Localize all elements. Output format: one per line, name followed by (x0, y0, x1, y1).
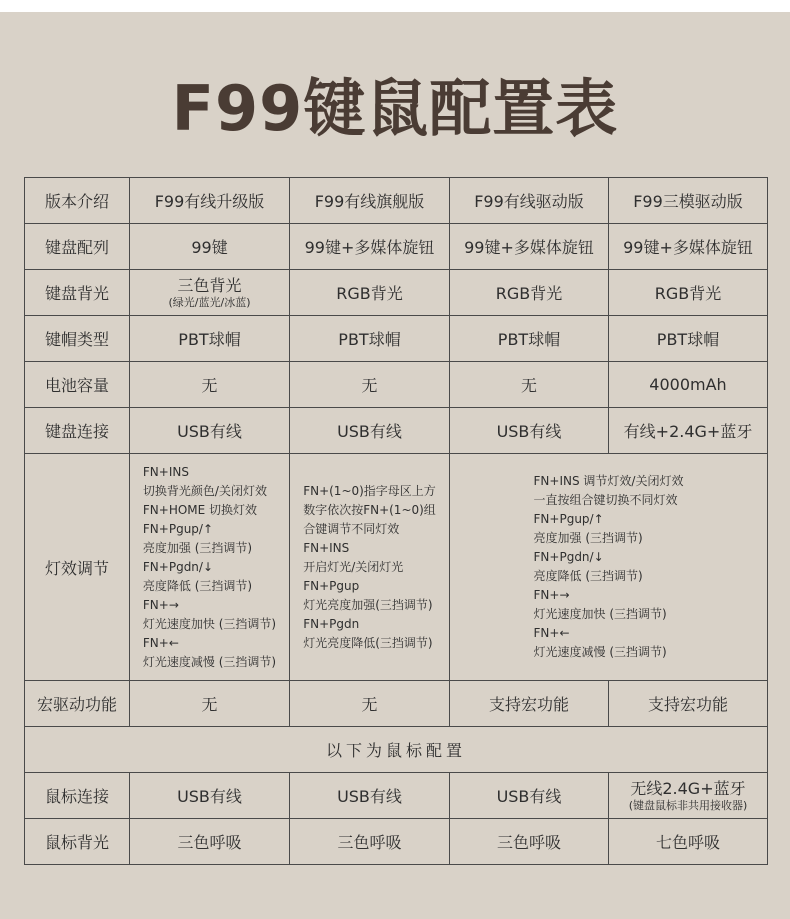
fx-line: 灯光速度加快 (三挡调节) (142, 616, 277, 631)
fx-line: 灯光速度减慢 (三挡调节) (533, 645, 667, 659)
row-label: 宏驱动功能 (25, 681, 130, 727)
cell: 三色呼吸 (290, 819, 450, 865)
cell: 4000mAh (609, 362, 768, 408)
cell: PBT球帽 (609, 316, 768, 362)
cell: 支持宏功能 (609, 681, 768, 727)
mouse-section-heading: 以下为鼠标配置 (25, 727, 768, 773)
fx-line: FN+Pgdn/↓ (533, 550, 604, 564)
mouse-section-row (25, 727, 768, 773)
cell: 99键+多媒体旋钮 (290, 224, 450, 270)
fx-line: FN+HOME 切换灯效 (142, 502, 258, 517)
cell: 三色呼吸 (450, 819, 609, 865)
cell: 无 (290, 362, 450, 408)
fx-line: FN+INS 调节灯效/关闭灯效 (533, 474, 684, 488)
fx-line: FN+Pgup/↑ (142, 521, 214, 536)
cell-main: 无线2.4G+蓝牙 (630, 778, 746, 798)
cell: 99键+多媒体旋钮 (450, 224, 609, 270)
page-title: F99键鼠配置表 (171, 72, 619, 145)
cell-note: (键盘鼠标非共用接收器) (628, 798, 748, 812)
cell (609, 773, 768, 819)
header-wired-upgrade: F99有线升级版 (130, 178, 290, 224)
table-row (25, 408, 768, 454)
header-wired-flagship: F99有线旗舰版 (290, 178, 450, 224)
cell: 支持宏功能 (450, 681, 609, 727)
header-wired-driver: F99有线驱动版 (450, 178, 609, 224)
cell: PBT球帽 (130, 316, 290, 362)
cell: USB有线 (450, 773, 609, 819)
row-label: 键盘配列 (25, 224, 130, 270)
row-label: 键盘连接 (25, 408, 130, 454)
fx-line: 亮度降低 (三挡调节) (142, 578, 253, 593)
fx-line: FN+INS (303, 540, 350, 555)
fx-line: 亮度降低 (三挡调节) (533, 569, 643, 583)
cell: RGB背光 (290, 270, 450, 316)
fx-list (143, 463, 276, 672)
row-label: 键帽类型 (25, 316, 130, 362)
fx-line: 切换背光颜色/关闭灯效 (142, 483, 267, 498)
cell: USB有线 (290, 408, 450, 454)
cell: 无 (290, 681, 450, 727)
fx-line: FN+← (533, 626, 570, 640)
header-version-label: 版本介绍 (25, 178, 130, 224)
lighting-col34 (450, 454, 768, 681)
fx-line: 开启灯光/关闭灯光 (303, 559, 404, 574)
header-tri-mode-driver: F99三模驱动版 (609, 178, 768, 224)
row-label: 灯效调节 (25, 454, 130, 681)
lighting-row (25, 454, 768, 681)
table-row (25, 362, 768, 408)
row-label: 鼠标连接 (25, 773, 130, 819)
fx-line: 亮度加强 (三挡调节) (533, 531, 643, 545)
cell: PBT球帽 (290, 316, 450, 362)
table-row (25, 819, 768, 865)
cell: USB有线 (130, 408, 290, 454)
fx-line: FN+Pgdn (303, 616, 360, 631)
fx-line: 灯光亮度降低(三挡调节) (303, 635, 433, 650)
cell: 有线+2.4G+蓝牙 (609, 408, 768, 454)
cell-note: (绿光/蓝光/冰蓝) (168, 295, 251, 309)
fx-line: FN+← (142, 635, 179, 650)
fx-line: 一直按组合键切换不同灯效 (533, 493, 678, 507)
cell: 无 (130, 681, 290, 727)
top-strip (0, 0, 790, 12)
spec-table (24, 177, 768, 865)
fx-line: 亮度加强 (三挡调节) (142, 540, 253, 555)
fx-line: FN+→ (533, 588, 570, 602)
cell-main: 三色背光 (177, 275, 242, 295)
table-row (25, 316, 768, 362)
fx-line: 合键调节不同灯效 (303, 521, 400, 536)
fx-line: 数字依次按FN+(1~0)组 (303, 502, 436, 517)
cell: RGB背光 (609, 270, 768, 316)
cell: USB有线 (130, 773, 290, 819)
cell: 七色呼吸 (609, 819, 768, 865)
table-row (25, 270, 768, 316)
cell: USB有线 (290, 773, 450, 819)
cell: 三色呼吸 (130, 819, 290, 865)
fx-line: FN+Pgdn/↓ (142, 559, 214, 574)
fx-list (534, 472, 684, 662)
table-row (25, 773, 768, 819)
table-row (25, 224, 768, 270)
table-header-row (25, 178, 768, 224)
row-label: 键盘背光 (25, 270, 130, 316)
cell (130, 270, 290, 316)
row-label: 鼠标背光 (25, 819, 130, 865)
cell: PBT球帽 (450, 316, 609, 362)
fx-line: FN+(1~0)指字母区上方 (303, 483, 436, 498)
fx-list (303, 482, 436, 653)
cell: USB有线 (450, 408, 609, 454)
fx-line: 灯光亮度加强(三挡调节) (303, 597, 433, 612)
cell: 99键+多媒体旋钮 (609, 224, 768, 270)
fx-line: 灯光速度减慢 (三挡调节) (142, 654, 277, 669)
fx-line: FN+INS (142, 464, 189, 479)
lighting-col2 (290, 454, 450, 681)
fx-line: 灯光速度加快 (三挡调节) (533, 607, 667, 621)
table-row (25, 681, 768, 727)
cell: 无 (450, 362, 609, 408)
fx-line: FN+Pgup (303, 578, 360, 593)
fx-line: FN+→ (142, 597, 179, 612)
cell: RGB背光 (450, 270, 609, 316)
lighting-col1 (130, 454, 290, 681)
cell: 无 (130, 362, 290, 408)
row-label: 电池容量 (25, 362, 130, 408)
fx-line: FN+Pgup/↑ (533, 512, 604, 526)
cell: 99键 (130, 224, 290, 270)
